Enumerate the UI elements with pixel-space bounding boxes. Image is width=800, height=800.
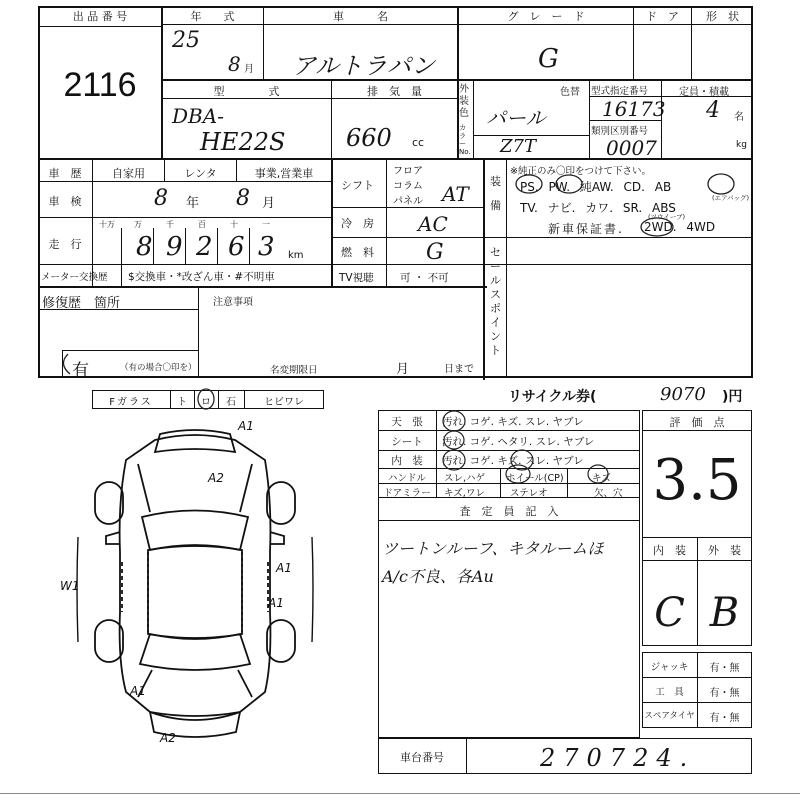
seat-options: 汚れ. コゲ. ヘタリ. スレ. ヤブレ (442, 436, 595, 448)
history-label: 車 歴 (48, 167, 82, 180)
inspector-box (378, 498, 640, 738)
car-diagram (60, 412, 330, 747)
wheel-extra: キズ (592, 473, 611, 484)
notes-label: 注意事項 (213, 297, 253, 308)
grade-value: G (538, 44, 559, 74)
recycle-label: リサイクル券( (508, 389, 597, 405)
inspection-year-unit: 年 (186, 196, 200, 211)
digit-label-1: 一 (262, 220, 270, 229)
glass-option-1: ト (177, 397, 187, 408)
color-value: パール (486, 106, 546, 130)
warranty-label: 新車保証書. (548, 222, 624, 236)
stereo-option: ステレオ (510, 488, 548, 499)
mileage-digit-3: 2 (196, 232, 213, 262)
mark-a2-hood: A2 (208, 471, 224, 485)
displacement-value: 660 (346, 124, 392, 152)
glass-option-4: ヒビワレ (264, 397, 304, 408)
panel-option: パネル (393, 196, 423, 207)
floor-option: フロア (393, 166, 423, 177)
condition-circles (436, 410, 640, 498)
year-value: 25 (172, 28, 200, 53)
mark-a1-right-rear: A1 (268, 596, 284, 610)
doors-label: ド ア (646, 10, 679, 23)
color-code: Z7T (500, 136, 536, 157)
tv-options: 可 ・ 不可 (400, 272, 449, 284)
column-option: コラム (393, 181, 423, 192)
seats-label: 定員・積載 (679, 87, 729, 98)
category-label: 類別区別番号 (591, 126, 649, 137)
grade-label: グ レ ー ド (507, 10, 585, 23)
seats-unit: 名 (734, 112, 744, 123)
inspection-month: 8 (236, 186, 250, 211)
repair-value: 有 (72, 361, 89, 381)
equipment-row-1: PS. PW. 純AW. CD. AB (520, 180, 672, 194)
repair-history-label: 修復歴 箇所 (42, 296, 121, 311)
type-value: HE22S (200, 128, 286, 156)
deadline-label: 名変期限日 (270, 365, 318, 376)
month-unit: 月 (244, 64, 254, 75)
drive-options: 2WD. 4WD (644, 220, 716, 234)
tool-value: 有・無 (709, 688, 740, 699)
color-no-label: カラーNo. (459, 124, 471, 156)
handle-label: ハンドル (387, 473, 426, 484)
digit-label-100: 百 (198, 220, 206, 229)
digit-label-1k: 千 (166, 220, 174, 229)
equipment-row-2: TV. ナビ. カワ. SR. ABS (520, 201, 676, 215)
chassis-value: 270724. (540, 744, 696, 772)
model-no-value: 16173 (602, 97, 666, 121)
month-value: 8 (228, 52, 241, 76)
inspector-label: 査 定 員 記 入 (459, 505, 559, 518)
sales-point-label: セールスポイント (490, 246, 501, 357)
jack-value: 有・無 (709, 663, 740, 674)
tv-label: TV視聴 (339, 272, 374, 284)
shift-value: AT (442, 182, 469, 206)
mark-w1-side: W1 (60, 579, 80, 593)
repair-circle-mark (62, 350, 112, 378)
mileage-unit: km (288, 250, 304, 261)
mirror-label: ドアミラー (383, 488, 431, 499)
ceiling-label: 天 張 (391, 416, 423, 428)
jack-label: ジャッキ (650, 662, 689, 673)
mileage-label: 走 行 (48, 238, 82, 251)
recycle-unit: )円 (722, 389, 743, 405)
digit-label-10: 十 (230, 220, 238, 229)
mileage-digit-4: 6 (228, 232, 245, 262)
deadline-day: 日まで (444, 364, 474, 375)
exterior-grade-label: 外 装 (708, 544, 741, 557)
spare-tire-label: スペアタイヤ (644, 711, 695, 721)
category-value: 0007 (606, 136, 657, 160)
business-option: 事業,営業車 (254, 167, 314, 180)
equipment-label: 装備 (490, 175, 501, 212)
displacement-unit: cc (412, 136, 425, 149)
model-no-label: 型式指定番号 (591, 86, 649, 97)
recycle-value: 9070 (660, 384, 706, 405)
inspection-year: 8 (154, 186, 168, 211)
exterior-grade-value: B (709, 590, 740, 636)
interior-label: 内 装 (391, 455, 423, 467)
mirror-options: キズ,ワレ (444, 488, 485, 499)
model-name-label: 車 名 (333, 10, 388, 23)
rental-option: レンタ (184, 167, 217, 180)
spare-tire-value: 有・無 (709, 713, 740, 724)
mileage-digit-5: 3 (258, 232, 275, 262)
type-label: 型 式 (213, 85, 280, 98)
lot-number: 2116 (63, 66, 137, 104)
fuel-value: G (426, 240, 444, 265)
handle-options: スレ,ハゲ (444, 473, 486, 484)
load-unit: kg (736, 140, 747, 150)
lot-number-label: 出 品 番 号 (72, 10, 128, 23)
interior-grade-label: 内 装 (653, 544, 686, 557)
stereo-extra: 欠、穴 (594, 488, 623, 499)
drive-sublabel: (ツウイーブ) (648, 213, 686, 221)
deadline-month: 月 (396, 362, 410, 377)
fuel-label: 燃 料 (341, 246, 374, 259)
seat-label: シート (391, 436, 423, 448)
color-change-label: 色替 (560, 87, 580, 98)
year-label: 年 式 (190, 10, 235, 23)
model-name-value: アルトラパン (292, 52, 436, 80)
chassis-label: 車台番号 (400, 751, 444, 764)
score-label: 評 価 点 (669, 416, 725, 429)
digit-label-100k: 十万 (99, 220, 115, 229)
interior-options: 汚れ. コゲ. キズ. スレ. ヤブレ (442, 455, 584, 467)
inspection-label: 車 検 (48, 195, 82, 208)
mileage-digit-1: 8 (136, 232, 153, 262)
exterior-color-label: 外装色 (459, 84, 469, 119)
ceiling-options: 汚れ. コゲ. キズ. スレ. ヤブレ (442, 416, 584, 428)
inspector-note-1: ツートンルーフ、キタルームほ (382, 539, 604, 558)
mileage-digit-2: 9 (166, 232, 183, 262)
mark-a1-front: A1 (238, 419, 254, 433)
airbag-sublabel: (エアバッグ) (712, 194, 750, 202)
private-use-option: 自家用 (112, 167, 145, 180)
mark-a1-right-front: A1 (276, 561, 292, 575)
mark-a1-rear: A1 (130, 684, 146, 698)
score-value: 3.5 (652, 448, 742, 513)
repair-note: （有の場合〇印を） (120, 363, 197, 373)
interior-grade-value: C (654, 590, 685, 636)
shift-label: シフト (341, 179, 374, 192)
type-prefix: DBA- (172, 104, 224, 128)
equipment-note: ※純正のみ〇印をつけて下さい。 (510, 166, 651, 177)
ac-label: 冷 房 (341, 217, 374, 230)
glass-option-3: 石 (226, 397, 236, 408)
glass-label: Fガラス (109, 397, 153, 408)
inspection-month-unit: 月 (262, 196, 276, 211)
meter-exchange-options: $交換車・*改ざん車・#不明車 (128, 271, 275, 283)
ac-value: AC (418, 212, 448, 236)
wheel-option: ホイール(CP) (506, 473, 564, 484)
glass-circle-mark (194, 386, 220, 412)
tool-label: 工 具 (655, 687, 684, 698)
equipment-circles (485, 160, 753, 264)
seats-value: 4 (706, 98, 720, 123)
body-shape-label: 形 状 (706, 10, 739, 23)
mark-a2-bumper: A2 (160, 731, 176, 745)
meter-exchange-label: メーター交換歴 (41, 272, 108, 283)
glass-option-2: ロ (201, 397, 211, 408)
digit-label-10k: 万 (134, 220, 142, 229)
inspector-note-2: A/c不良、各Au (382, 567, 494, 586)
displacement-label: 排 気 量 (367, 85, 422, 98)
